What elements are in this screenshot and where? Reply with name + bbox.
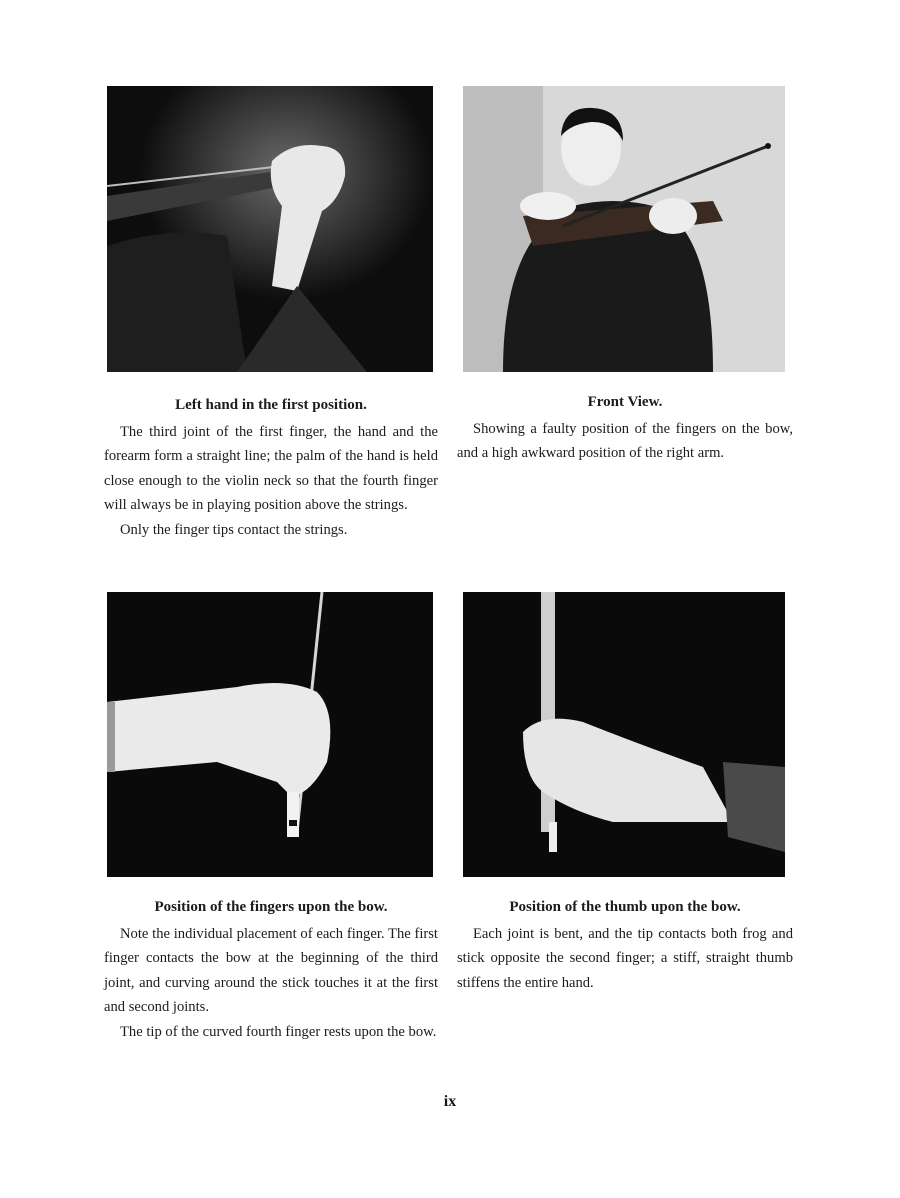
caption-title: Position of the fingers upon the bow. [154,899,388,915]
photo-fingers-upon-bow [107,592,433,877]
photo-left-hand-first-position [107,86,433,372]
caption-fingers-upon-bow [104,895,438,1045]
photo-front-view [463,86,785,372]
caption-front-view [457,390,793,466]
caption-paragraph: Only the finger tips contact the strings. [120,521,348,538]
caption-title: Position of the thumb upon the bow. [509,899,741,915]
caption-thumb-upon-bow [457,895,793,995]
caption-paragraph: Showing a faulty position of the fingers on the bow, and a high awkward position of the right arm. [457,420,793,462]
caption-paragraph: The tip of the curved fourth finger rests upon the bow. [120,1023,437,1040]
caption-title: Front View. [587,394,663,410]
caption-paragraph: Note the individual placement of each finger. The first finger contacts the bow at the beginning of the third joint, and curving around the stick touches it at the first and second joints. [104,925,438,1016]
caption-paragraph: Each joint is bent, and the tip contacts both frog and stick opposite the second finger; a stiff, straight thumb stiffens the entire hand. [457,925,793,991]
caption-title: Left hand in the first position. [175,397,367,413]
caption-paragraph: The third joint of the first finger, the hand and the forearm form a straight line; the palm of the hand is held close enough to the violin neck so that the fourth finger will always be in playing position above the strings. [104,423,438,514]
caption-left-hand [104,393,438,543]
photo-thumb-upon-bow [463,592,785,877]
page-number: ix [443,1093,457,1110]
